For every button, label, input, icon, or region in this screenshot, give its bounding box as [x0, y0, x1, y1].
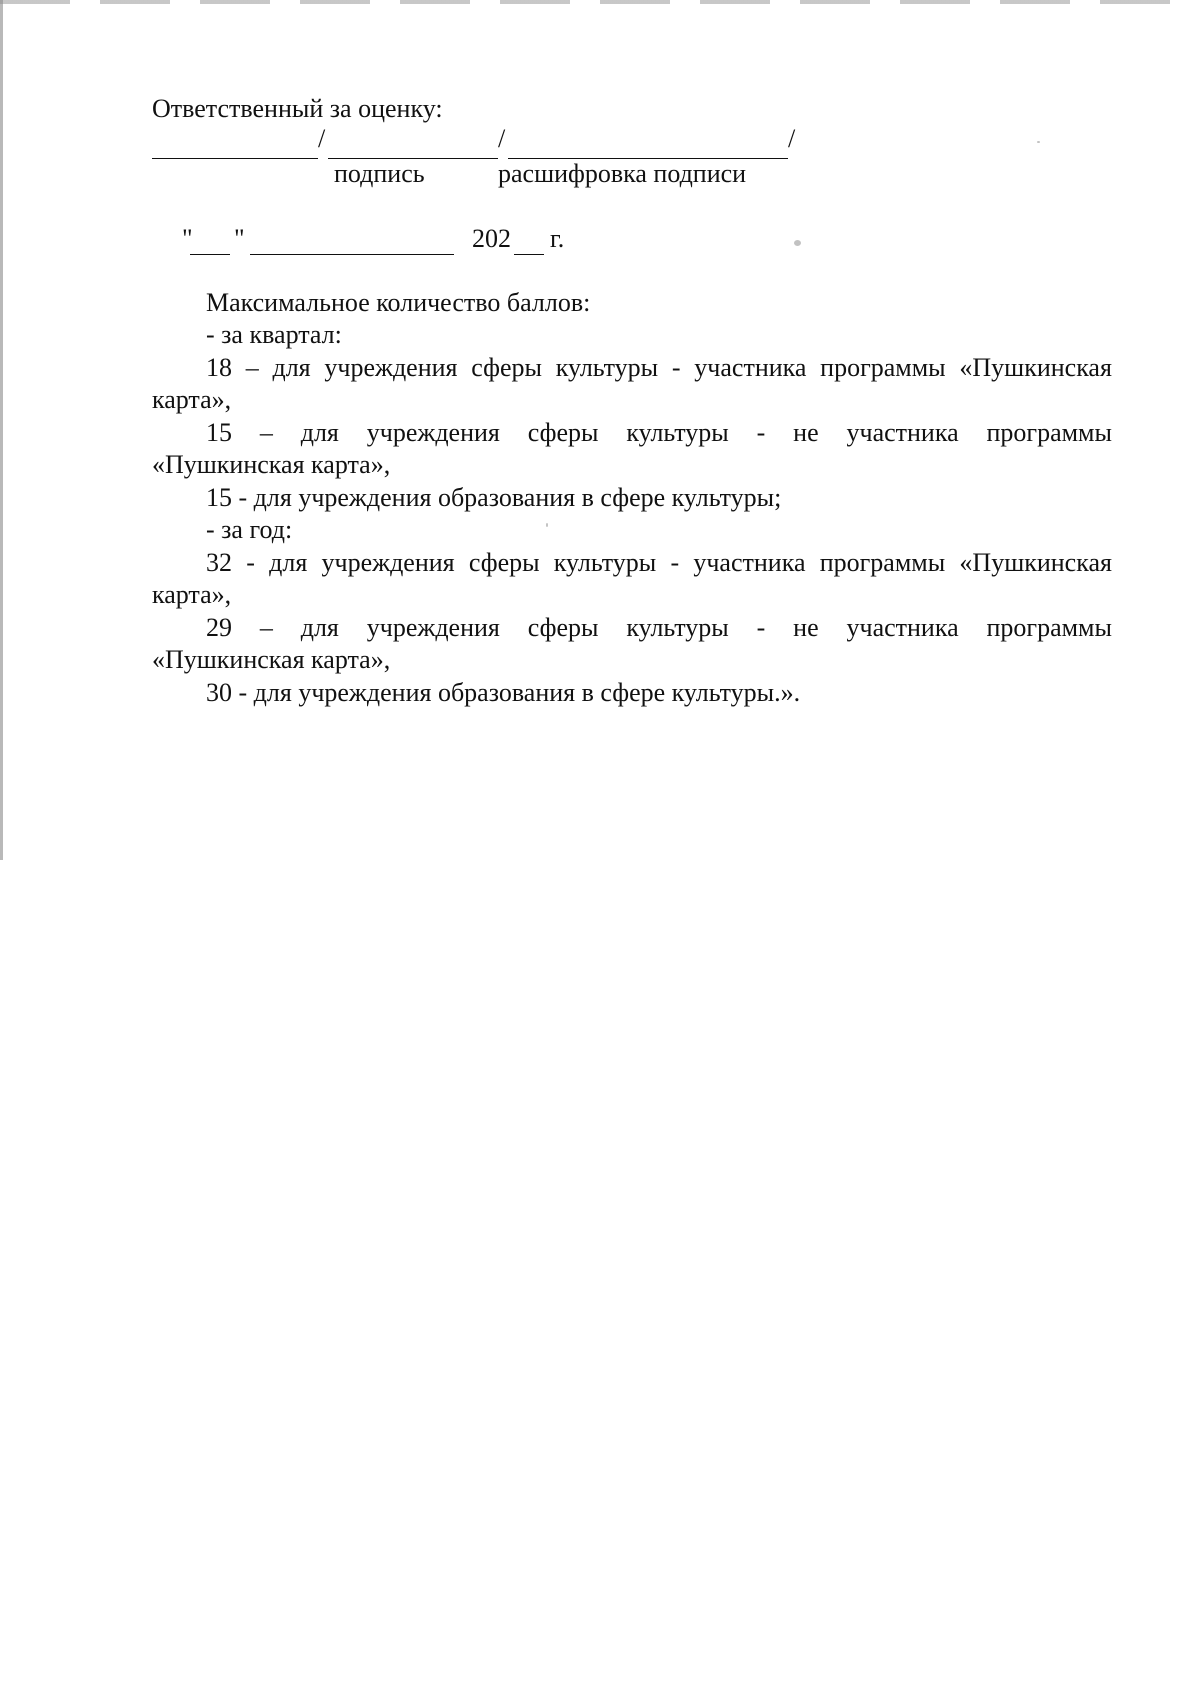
scan-speck [546, 523, 548, 527]
quarter-item-2-line1 [206, 418, 1112, 448]
date-year-prefix: 202 [472, 224, 511, 253]
year-item-3: 30 - для учреждения образования в сфере культуры.». [206, 678, 801, 707]
scan-speck [794, 240, 801, 246]
quarter-item-2-line2: «Пушкинская карта», [152, 450, 391, 479]
word: для [272, 353, 311, 382]
word: – [259, 418, 273, 447]
word: для [269, 548, 308, 577]
word: сферы [527, 613, 599, 642]
signature-slash: / [788, 124, 796, 153]
caption-signature: подпись [334, 159, 425, 188]
word: культуры [626, 418, 729, 447]
signature-line [152, 122, 812, 162]
quarter-item-3: 15 - для учреждения образования в сфере культуры; [206, 483, 782, 512]
date-year-suffix: г. [550, 224, 565, 253]
signature-slash: / [318, 124, 326, 153]
quarter-item-1-line1 [206, 353, 1112, 383]
year-item-1-line1 [206, 548, 1112, 578]
word: программы [819, 548, 946, 577]
word: сферы [471, 353, 542, 382]
blank-year [514, 254, 544, 255]
word: учреждения [366, 418, 500, 447]
word: не [793, 613, 819, 642]
word: культуры [553, 548, 657, 577]
word: программы [986, 613, 1112, 642]
word: - [756, 613, 766, 642]
date-quote-open: " [182, 224, 193, 253]
year-item-2-line1 [206, 613, 1112, 643]
word: участника [693, 548, 806, 577]
blank-month [250, 254, 454, 255]
scan-edge-left [0, 0, 3, 860]
word: культуры [626, 613, 729, 642]
word: 18 [206, 353, 232, 382]
word: участника [846, 613, 959, 642]
scores-heading: Максимальное количество баллов: [206, 288, 591, 317]
blank-position [152, 158, 318, 159]
word: культуры [555, 353, 659, 382]
responsible-label: Ответственный за оценку: [152, 94, 443, 123]
word: учреждения [321, 548, 455, 577]
blank-day [190, 254, 230, 255]
year-item-1-line2: карта», [152, 580, 232, 609]
word: - [756, 418, 766, 447]
word: - [671, 353, 681, 382]
word: «Пушкинская [959, 353, 1112, 382]
word: участника [694, 353, 807, 382]
word: «Пушкинская [959, 548, 1112, 577]
scan-edge-top [0, 0, 1200, 4]
quarter-item-1-line2: карта», [152, 385, 232, 414]
word: не [793, 418, 819, 447]
word: – [259, 613, 273, 642]
date-line [178, 224, 598, 258]
word: учреждения [324, 353, 458, 382]
word: программы [986, 418, 1112, 447]
scan-speck [1037, 141, 1040, 143]
word: - [670, 548, 680, 577]
word: для [300, 418, 339, 447]
caption-decoding: расшифровка подписи [498, 159, 747, 188]
word: участника [846, 418, 959, 447]
word: - [246, 548, 255, 577]
word: 15 [206, 418, 232, 447]
word: для [300, 613, 339, 642]
signature-slash: / [498, 124, 506, 153]
word: программы [820, 353, 946, 382]
date-quote-close: " [234, 224, 245, 253]
year-label: - за год: [206, 515, 293, 544]
word: – [245, 353, 259, 382]
word: 29 [206, 613, 232, 642]
year-item-2-line2: «Пушкинская карта», [152, 645, 391, 674]
word: 32 [206, 548, 232, 577]
word: учреждения [366, 613, 500, 642]
quarter-label: - за квартал: [206, 320, 342, 349]
word: сферы [468, 548, 540, 577]
word: сферы [527, 418, 599, 447]
